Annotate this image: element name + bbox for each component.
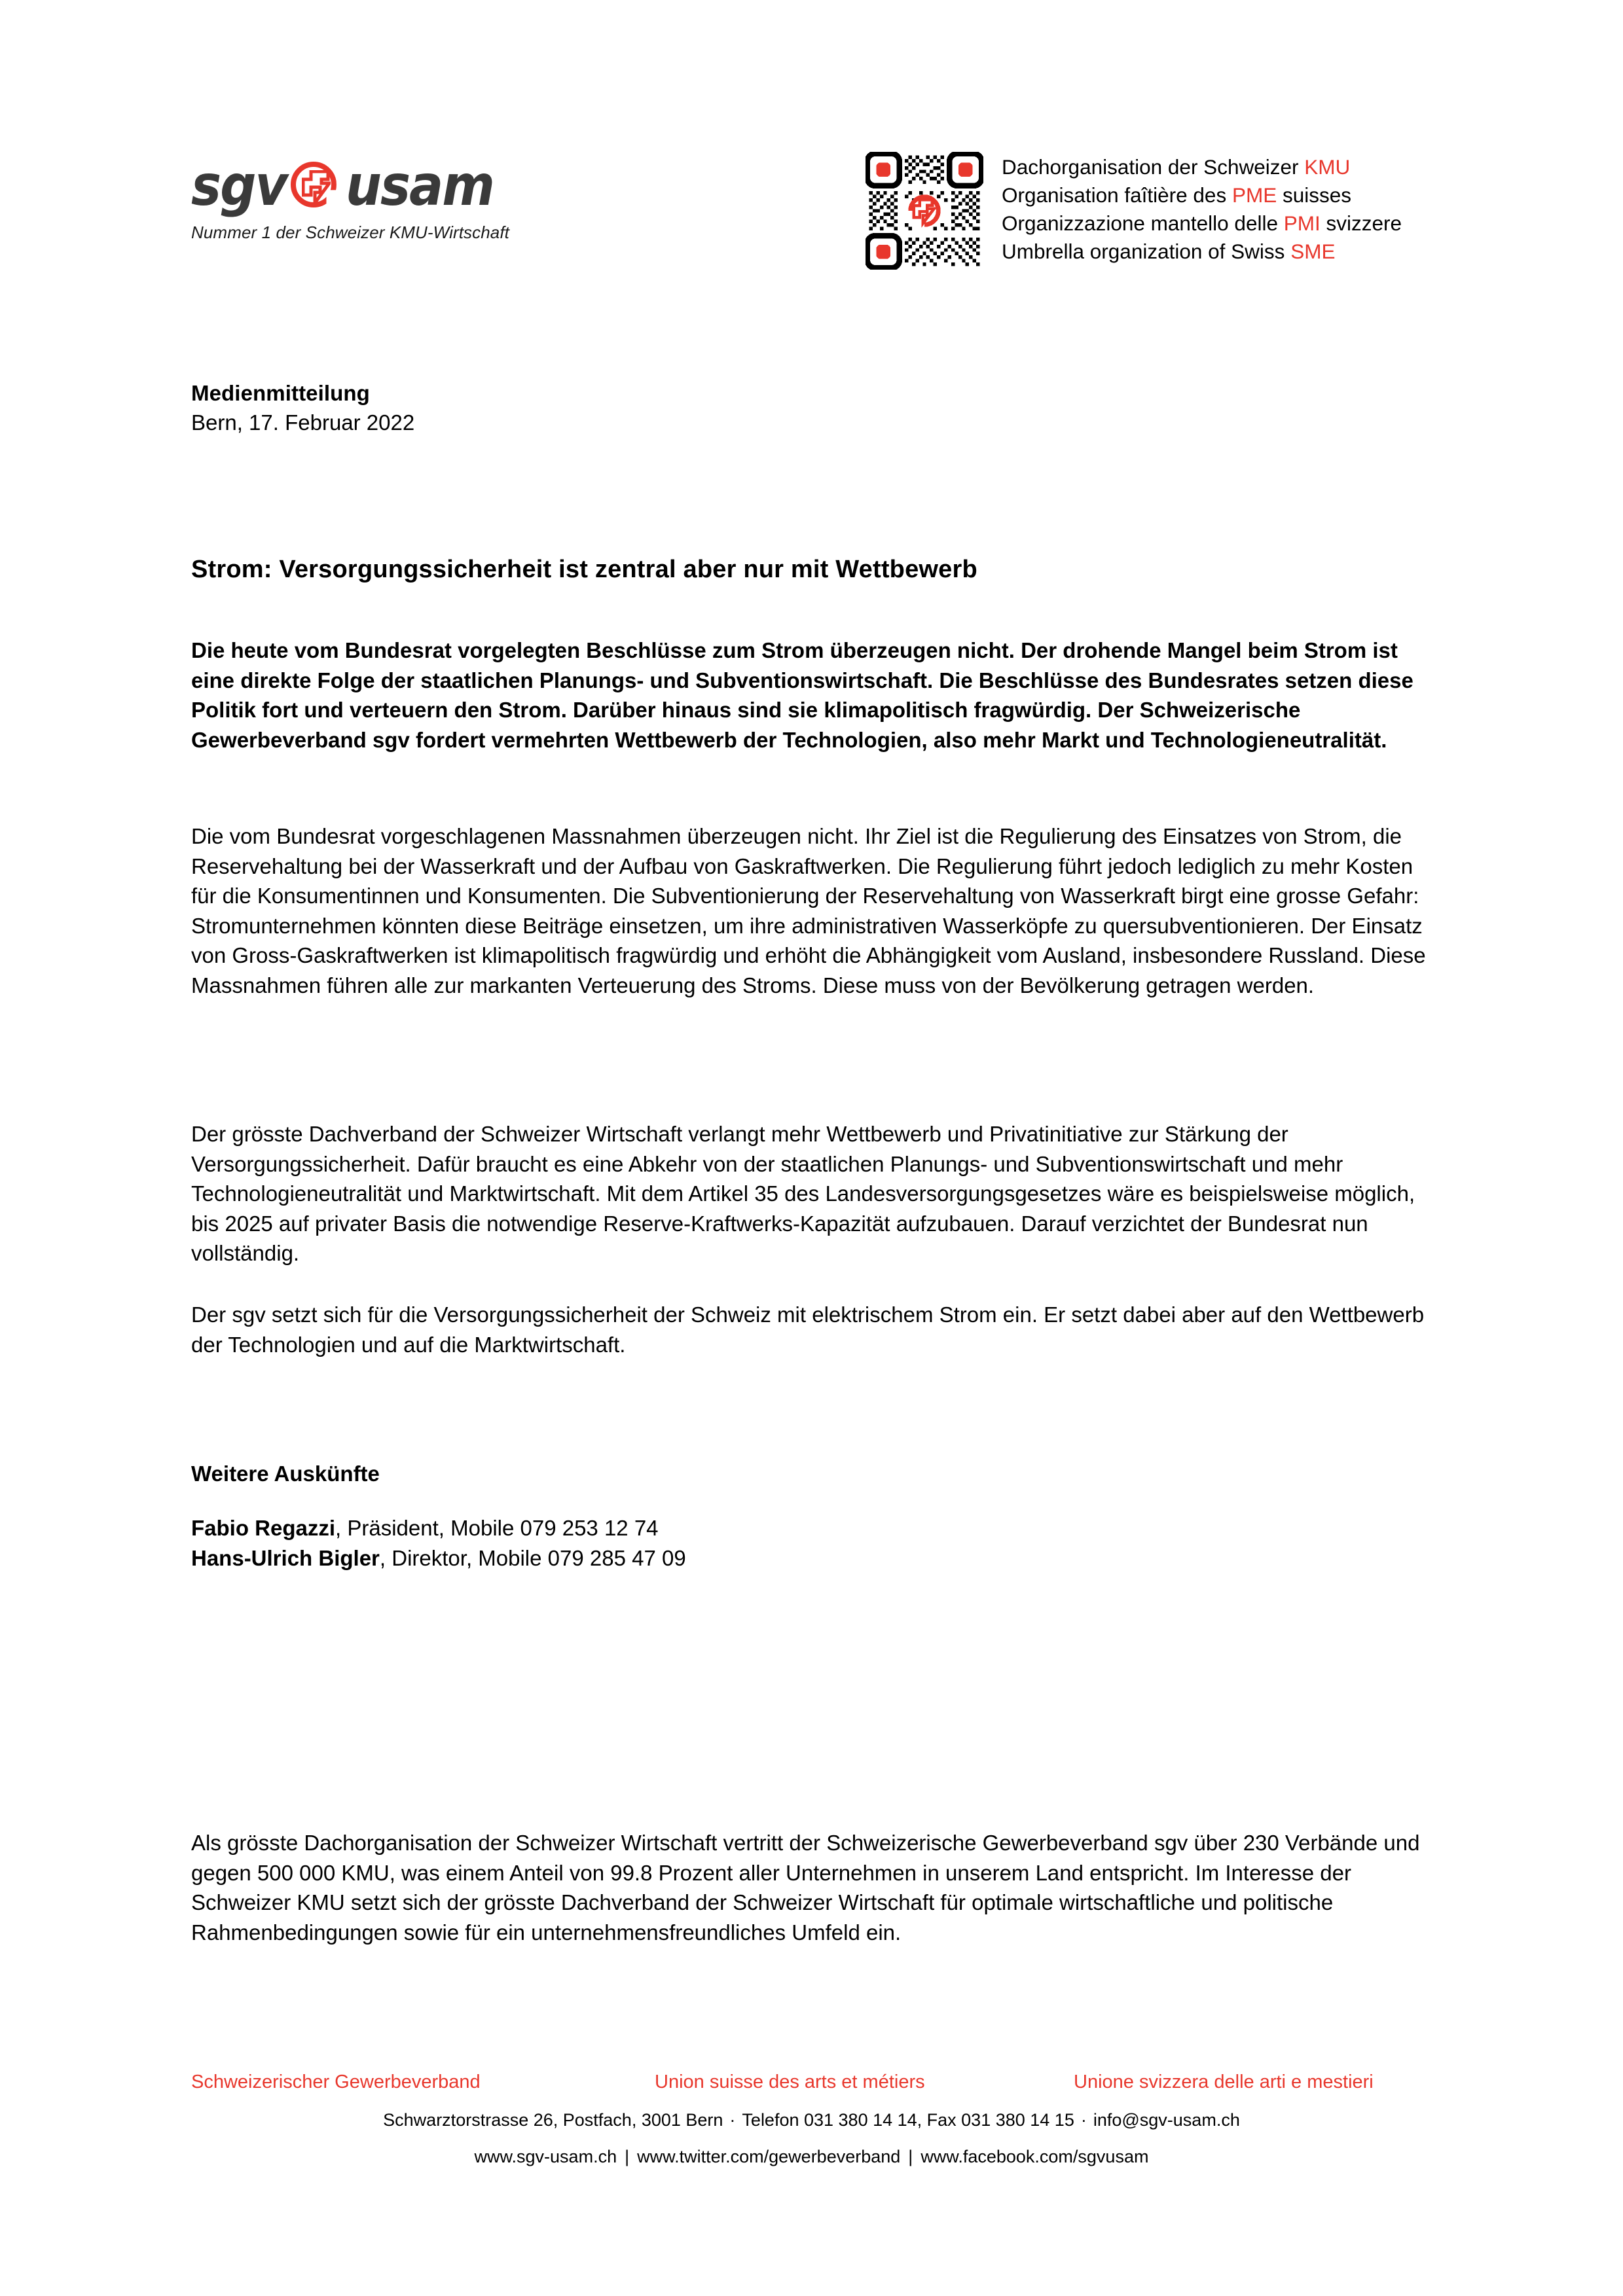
qr-lang-text-en: Umbrella organization of Swiss bbox=[1002, 240, 1291, 263]
footer-website-link[interactable]: www.sgv-usam.ch bbox=[474, 2147, 617, 2166]
footer-facebook-link[interactable]: www.facebook.com/sgvusam bbox=[921, 2147, 1149, 2166]
body-paragraph-2: Der grösste Dachverband der Schweizer Wirtschaft verlangt mehr Wettbewerb und Privatinitiative zur Stärkung der Versorgungssicherheit. Dafür braucht es eine Abkehr von der staatlichen Planungs- und Subventionswirtschaft und mehr Technologieneutralität und Marktwirtschaft. Mit dem Artikel 35 des Landesversorgungsgesetzes wäre es beispielsweise möglich, bis 2025 auf privater Basis die notwendige Reserve-Kraftwerks-Kapazität aufzubauen. Darauf verzichtet der Bundesrat nun vollständig. bbox=[191, 1122, 1415, 1265]
footer-org-de: Schweizerischer Gewerbeverband bbox=[191, 2072, 481, 2092]
lightning-cross-icon bbox=[302, 170, 331, 204]
footer-separator: | bbox=[908, 2147, 913, 2166]
qr-language-block bbox=[866, 152, 1402, 270]
qr-language-list bbox=[1002, 152, 1402, 266]
logo-text-sgv: sgv bbox=[191, 153, 287, 219]
footer-org-names bbox=[0, 2068, 1623, 2096]
logo-text-usam: usam bbox=[345, 153, 494, 219]
contact-row bbox=[191, 1543, 1108, 1573]
qr-lang-highlight-it: PMI bbox=[1283, 211, 1321, 235]
logo-wordmark bbox=[191, 153, 558, 219]
contact-details: , Direktor, Mobile 079 285 47 09 bbox=[379, 1545, 686, 1570]
document-header bbox=[0, 0, 1623, 308]
contact-name: Fabio Regazzi bbox=[191, 1516, 336, 1540]
qr-lang-highlight-fr: PME bbox=[1231, 183, 1277, 207]
footer-phone: Telefon 031 380 14 14, Fax 031 380 14 15 bbox=[742, 2110, 1074, 2130]
contact-details: , Präsident, Mobile 079 253 12 74 bbox=[335, 1516, 659, 1540]
document-footer bbox=[0, 2068, 1623, 2169]
qr-lang-highlight-en: SME bbox=[1290, 240, 1336, 263]
footer-separator: · bbox=[729, 2110, 736, 2130]
footer-address-line bbox=[0, 2108, 1623, 2132]
footer-email[interactable]: info@sgv-usam.ch bbox=[1093, 2110, 1240, 2130]
qr-lang-suffix-fr: suisses bbox=[1277, 183, 1352, 207]
logo-tagline: Nummer 1 der Schweizer KMU-Wirtschaft bbox=[191, 223, 510, 242]
footer-org-it: Unione svizzera delle arti e mestieri bbox=[1074, 2072, 1374, 2092]
contact-name: Hans-Ulrich Bigler bbox=[191, 1545, 380, 1570]
qr-lang-text-fr: Organisation faîtière des bbox=[1002, 183, 1232, 207]
footer-links-line bbox=[0, 2144, 1623, 2169]
lead-paragraph: Die heute vom Bundesrat vorgelegten Beschlüsse zum Strom überzeugen nicht. Der drohende Mangel beim Strom ist eine direkte Folge der staatlichen Planungs- und Subventionswirtschaft. Die Beschlüsse des Bundesrates setzen diese Politik fort und verteuern den Strom. Darüber hinaus sind sie klimapolitisch fragwürdig. Der Schweizerische Gewerbeverband sgv fordert vermehrten Wettbewerb der Technologien, also mehr Markt und Technologieneutralität. bbox=[191, 638, 1413, 752]
qr-lang-text-de: Dachorganisation der Schweizer bbox=[1002, 155, 1305, 179]
contacts-list bbox=[191, 1513, 1108, 1573]
document-type-label: Medienmitteilung bbox=[191, 381, 370, 405]
boilerplate-paragraph: Als grösste Dachorganisation der Schweizer Wirtschaft vertritt der Schweizerische Gewerbeverband sgv über 230 Verbände und gegen 500 000 KMU, was einem Anteil von 99.8 Prozent aller Unternehmen in unserem Land entspricht. Im Interesse der Schweizer KMU setzt sich der grösste Dachverband der Schweizer Wirtschaft für optimale wirtschaftliche und politische Rahmenbedingungen sowie für ein unternehmensfreundliches Umfeld ein. bbox=[191, 1831, 1420, 1945]
qr-language-line-de bbox=[1002, 153, 1402, 181]
sgv-usam-logo bbox=[191, 153, 558, 243]
qr-language-line-it bbox=[1002, 209, 1402, 238]
footer-org-fr: Union suisse des arts et métiers bbox=[655, 2072, 925, 2092]
qr-lang-highlight-de: KMU bbox=[1304, 155, 1351, 179]
footer-separator: · bbox=[1080, 2110, 1087, 2130]
footer-twitter-link[interactable]: www.twitter.com/gewerbeverband bbox=[637, 2147, 901, 2166]
body-paragraph-1: Die vom Bundesrat vorgeschlagenen Massnahmen überzeugen nicht. Ihr Ziel ist die Regulierung des Einsatzes von Strom, die Reservehaltung bei der Wasserkraft und der Aufbau von Gaskraftwerken. Die Regulierung führt jedoch lediglich zu mehr Kosten für die Konsumentinnen und Konsumenten. Die Subventionierung der Reservehaltung von Wasserkraft birgt eine grosse Gefahr: Stromunternehmen könnten diese Beiträge einsetzen, um ihre administrativen Wasserköpfe zu quersubventionieren. Der Einsatz von Gross-Gaskraftwerken ist klimapolitisch fragwürdig und erhöht die Abhängigkeit vom Ausland, insbesondere Russland. Diese Massnahmen führen alle zur markanten Verteuerung des Stroms. Diese muss von der Bevölkerung getragen werden. bbox=[191, 824, 1426, 997]
body-paragraph-3: Der sgv setzt sich für die Versorgungssicherheit der Schweiz mit elektrischem Strom ein. Er setzt dabei aber auf den Wettbewerb der Technologien und auf die Marktwirtschaft. bbox=[191, 1302, 1425, 1357]
page-title: Strom: Versorgungssicherheit ist zentral aber nur mit Wettbewerb bbox=[191, 556, 977, 584]
qr-language-line-en bbox=[1002, 238, 1402, 266]
contacts-heading: Weitere Auskünfte bbox=[191, 1462, 380, 1486]
document-dateline: Bern, 17. Februar 2022 bbox=[191, 410, 415, 435]
qr-code-icon bbox=[866, 152, 983, 270]
qr-lang-text-it: Organizzazione mantello delle bbox=[1002, 211, 1284, 235]
footer-address: Schwarztorstrasse 26, Postfach, 3001 Bern bbox=[383, 2110, 723, 2130]
qr-language-line-fr bbox=[1002, 181, 1402, 209]
footer-separator: | bbox=[625, 2147, 630, 2166]
qr-lang-suffix-it: svizzere bbox=[1320, 211, 1402, 235]
contact-row bbox=[191, 1513, 1108, 1543]
sgv-bolt-emblem-icon bbox=[291, 162, 342, 213]
document-meta bbox=[191, 378, 1440, 437]
qr-center-emblem-icon bbox=[909, 196, 940, 226]
